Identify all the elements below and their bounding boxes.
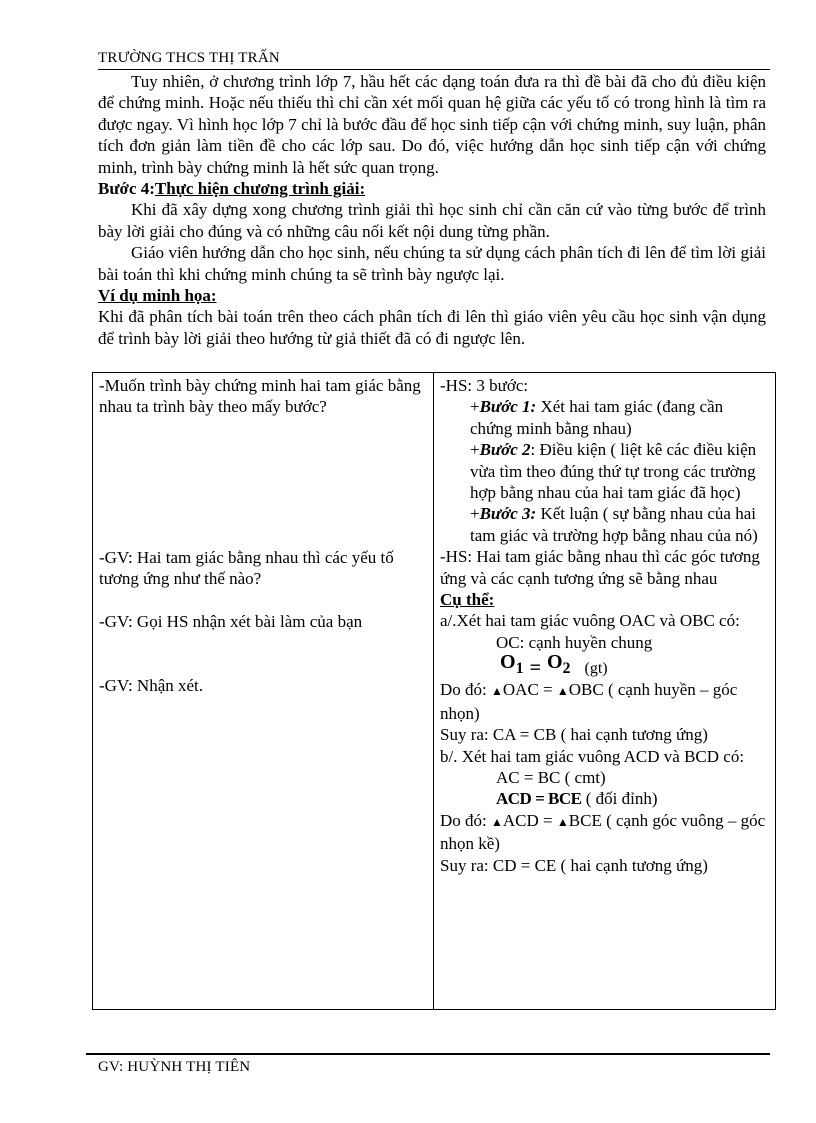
- step-heading: [98, 178, 766, 199]
- part-a-hypotenuse: OC: cạnh huyền chung: [496, 632, 653, 652]
- page-header: [98, 50, 770, 70]
- page-footer: [98, 1059, 250, 1076]
- step-3: +Bước 3: Kết luận ( sự bằng nhau của hai tam giác và trường hợp bằng nhau của nó): [470, 504, 758, 545]
- step-2: +Bước 2: Điều kiện ( liệt kê các điều kiện vừa tìm theo đúng thứ tự trong các trường hợp bằng nhau của hai tam giác đã học): [470, 440, 757, 503]
- student-answer-1: -HS: 3 bước:: [440, 376, 529, 395]
- teacher-question-3: -GV: Gọi HS nhận xét bài làm của bạn: [99, 611, 363, 631]
- part-a-intro: a/.Xét hai tam giác vuông OAC và OBC có:: [440, 611, 740, 631]
- dialogue-table: [92, 372, 776, 1010]
- specific-heading: Cụ thể:: [440, 590, 495, 610]
- document-body: [98, 71, 766, 349]
- part-b-intro: b/. Xét hai tam giác vuông ACD và BCD có:: [440, 746, 745, 766]
- step-1: +Bước 1: Xét hai tam giác (đang cần chứng minh bằng nhau): [470, 397, 724, 438]
- paragraph-example: Khi đã phân tích bài toán trên theo cách phân tích đi lên thì giáo viên yêu cầu học sinh vận dụng để trình bày lời giải theo hướng từ giả thiết đã có đi ngược lên.: [98, 307, 766, 348]
- angle-equality: $O_1$ = $O_2$ (gt): [500, 650, 608, 679]
- part-b-result: Suy ra: CD = CE ( hai cạnh tương ứng): [440, 855, 708, 875]
- teacher-question-4: -GV: Nhận xét.: [99, 676, 204, 696]
- example-title: Ví dụ minh họa:: [98, 286, 217, 306]
- footer-divider: [86, 1053, 770, 1055]
- school-name: TRƯỜNG THCS THỊ TRẤN: [98, 50, 280, 66]
- student-column: [434, 373, 776, 1010]
- part-a-result: Suy ra: CA = CB ( hai cạnh tương ứng): [440, 725, 708, 745]
- teacher-question-2: -GV: Hai tam giác bằng nhau thì các yếu tố tương ứng như thế nào?: [99, 547, 394, 589]
- triangle-icon: ▲: [556, 814, 569, 829]
- paragraph-intro: Tuy nhiên, ở chương trình lớp 7, hầu hết các dạng toán đưa ra thì đề bài đã cho đủ điều kiện để chứng minh. Hoặc nếu thiếu thì chỉ cần xét mối quan hệ giữa các yếu tố có trong hình là tìm ra được ngay. Vì hình học lớp 7 chỉ là bước đầu để học sinh tiếp cận với chứng minh, suy luận, phân tích đơn giản làm tiền đề cho các lớp sau. Do đó, việc hướng dẫn học sinh tiếp cận với chứng minh, trình bày chứng minh là hết sức quan trọng.: [98, 72, 766, 177]
- paragraph-guide: Giáo viên hướng dẫn cho học sinh, nếu chúng ta sử dụng cách phân tích đi lên để tìm lời giải bài toán thì khi chứng minh chúng ta sẽ trình bày ngược lại.: [98, 243, 766, 284]
- triangle-icon: ▲: [556, 684, 569, 699]
- paragraph-step: Khi đã xây dựng xong chương trình giải thì học sinh chỉ cần căn cứ vào từng bước để trình bày lời giải cho đúng và có những câu nối kết nội dung từng phần.: [98, 200, 766, 241]
- student-answer-2: -HS: Hai tam giác bằng nhau thì các góc tương ứng và các cạnh tương ứng sẽ bằng nhau: [440, 547, 760, 588]
- part-b-side: AC = BC ( cmt): [496, 767, 606, 787]
- table-row: [93, 373, 776, 1010]
- step-label: Bước 4:: [98, 179, 155, 199]
- step-title: Thực hiện chương trình giải:: [154, 179, 366, 199]
- teacher-name: GV: HUỲNH THỊ TIÊN: [98, 1059, 251, 1075]
- teacher-column: [93, 373, 434, 1010]
- part-b-angles: ACD = BCE ( đối đỉnh): [496, 789, 658, 809]
- part-b-conclusion: Do đó: ▲ACD = ▲BCE ( cạnh góc vuông – góc nhọn kề): [440, 810, 766, 854]
- triangle-icon: ▲: [491, 814, 503, 829]
- teacher-question-1: -Muốn trình bày chứng minh hai tam giác bằng nhau ta trình bày theo mấy bước?: [99, 376, 421, 417]
- part-a-conclusion: Do đó: ▲OAC = ▲OBC ( cạnh huyền – góc nhọn): [440, 680, 738, 723]
- triangle-icon: ▲: [491, 684, 503, 699]
